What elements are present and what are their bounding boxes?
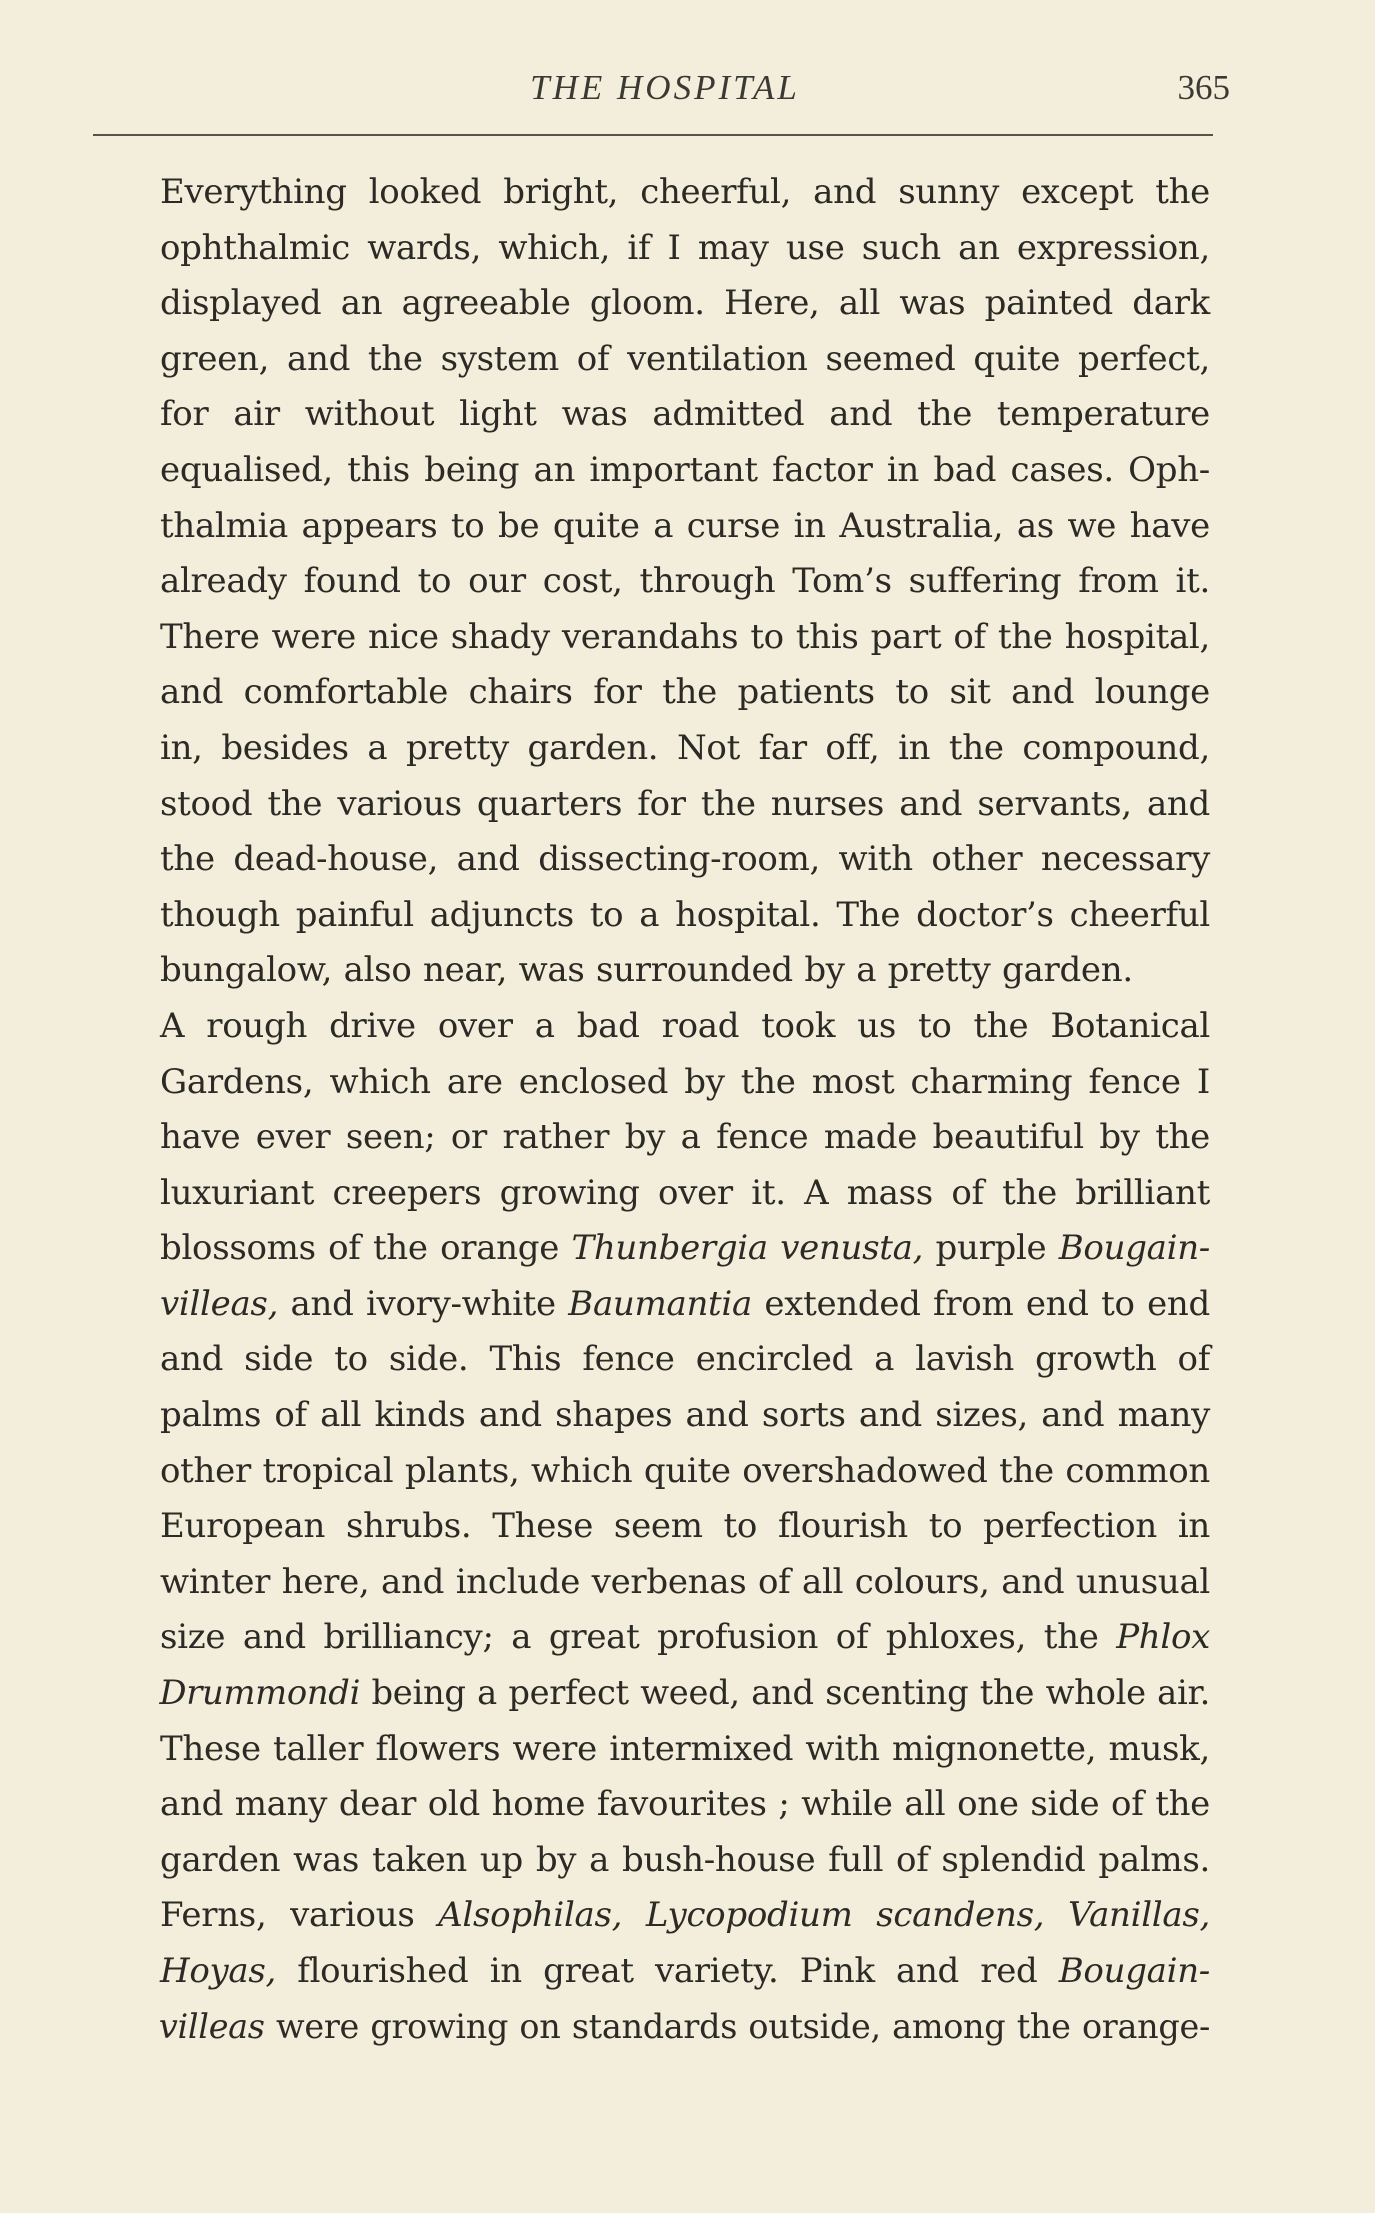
- text-line: Gardens, which are enclosed by the most charming fence I: [160, 1061, 1210, 1102]
- species-name: Drummondi: [159, 1673, 361, 1714]
- text-run: being a perfect weed, and scenting the whole air.: [360, 1673, 1211, 1714]
- text-run: Ferns, various: [160, 1895, 439, 1936]
- text-line: for air without light was admitted and the temperature: [160, 394, 1210, 435]
- text-run: were growing on standards outside, among the orange-: [264, 2006, 1210, 2047]
- text-run: flourished in great variety. Pink and red: [276, 1951, 1059, 1991]
- species-name: Alsophilas, Lycopodium scandens, Vanillas,: [438, 1895, 1210, 1936]
- text-run: blossoms of the orange: [160, 1228, 572, 1269]
- text-run: extended from end to end: [751, 1283, 1210, 1324]
- species-name: Bougain-: [1058, 1228, 1210, 1269]
- header-rule: [93, 134, 1213, 136]
- text-line: [95, 1888, 1210, 1944]
- text-line: equalised, this being an important factor in bad cases. Oph-: [160, 449, 1210, 490]
- text-line: [95, 1610, 1210, 1666]
- text-line: garden was taken up by a bush-house full of splendid palms.: [160, 1839, 1210, 1880]
- body-text: [95, 165, 1210, 2055]
- text-run: size and brilliancy; a great profusion of phloxes, the: [160, 1617, 1117, 1658]
- text-line: ophthalmic wards, which, if I may use such an expression,: [160, 227, 1210, 268]
- text-line: Everything looked bright, cheerful, and sunny except the: [160, 172, 1210, 212]
- text-line: European shrubs. These seem to flourish to perfection in: [160, 1506, 1210, 1547]
- text-line: displayed an agreeable gloom. Here, all was painted dark: [160, 283, 1210, 324]
- text-line: palms of all kinds and shapes and sorts and sizes, and many: [160, 1395, 1210, 1436]
- text-line: There were nice shady verandahs to this part of the hospital,: [160, 616, 1210, 657]
- text-line: though painful adjuncts to a hospital. The doctor’s cheerful: [160, 894, 1210, 935]
- text-run: and ivory-white: [278, 1283, 569, 1324]
- paragraph-botanical-gardens: [95, 999, 1210, 2055]
- text-line: and side to side. This fence encircled a lavish growth of: [160, 1339, 1210, 1380]
- text-line: [95, 1277, 1210, 1333]
- species-name: Phlox: [1116, 1617, 1210, 1658]
- text-line: These taller flowers were intermixed with mignonette, musk,: [160, 1728, 1210, 1769]
- running-header: [0, 68, 1375, 118]
- text-line: A rough drive over a bad road took us to the Botanical: [160, 1005, 1210, 1046]
- text-line: and comfortable chairs for the patients to sit and lounge: [160, 672, 1210, 713]
- text-line: stood the various quarters for the nurses and servants, and: [160, 783, 1210, 824]
- text-run: purple: [923, 1228, 1059, 1269]
- text-line: already found to our cost, through Tom’s suffering from it.: [160, 561, 1210, 602]
- text-line: [95, 2000, 1210, 2056]
- species-name: Baumantia: [568, 1283, 752, 1324]
- species-name: villeas: [158, 2006, 265, 2047]
- text-line: winter here, and include verbenas of all colours, and unusual: [160, 1561, 1210, 1602]
- species-name: Bougain-: [1058, 1951, 1210, 1991]
- text-line: and many dear old home favourites ; while all one side of the: [160, 1784, 1210, 1825]
- text-line: bungalow, also near, was surrounded by a pretty garden.: [160, 950, 1133, 991]
- text-line: luxuriant creepers growing over it. A mass of the brilliant: [160, 1172, 1210, 1213]
- text-line: other tropical plants, which quite overshadowed the common: [160, 1450, 1210, 1491]
- text-line: [95, 1221, 1210, 1277]
- text-line: in, besides a pretty garden. Not far off, in the compound,: [160, 727, 1210, 768]
- text-line: the dead-house, and dissecting-room, with other necessary: [160, 839, 1210, 880]
- text-line: green, and the system of ventilation seemed quite perfect,: [160, 338, 1210, 379]
- text-line: [95, 1666, 1210, 1722]
- species-name: villeas,: [160, 1283, 279, 1324]
- text-line: thalmia appears to be quite a curse in Australia, as we have: [160, 505, 1210, 546]
- text-line: [95, 1944, 1210, 2000]
- species-name: Hoyas,: [160, 1951, 277, 1991]
- species-name: Thunbergia venusta,: [571, 1228, 924, 1269]
- running-title: THE HOSPITAL: [530, 68, 800, 107]
- paragraph-hospital: [95, 165, 1210, 999]
- page-number: 365: [1177, 68, 1230, 107]
- text-line: have ever seen; or rather by a fence made beautiful by the: [160, 1117, 1210, 1158]
